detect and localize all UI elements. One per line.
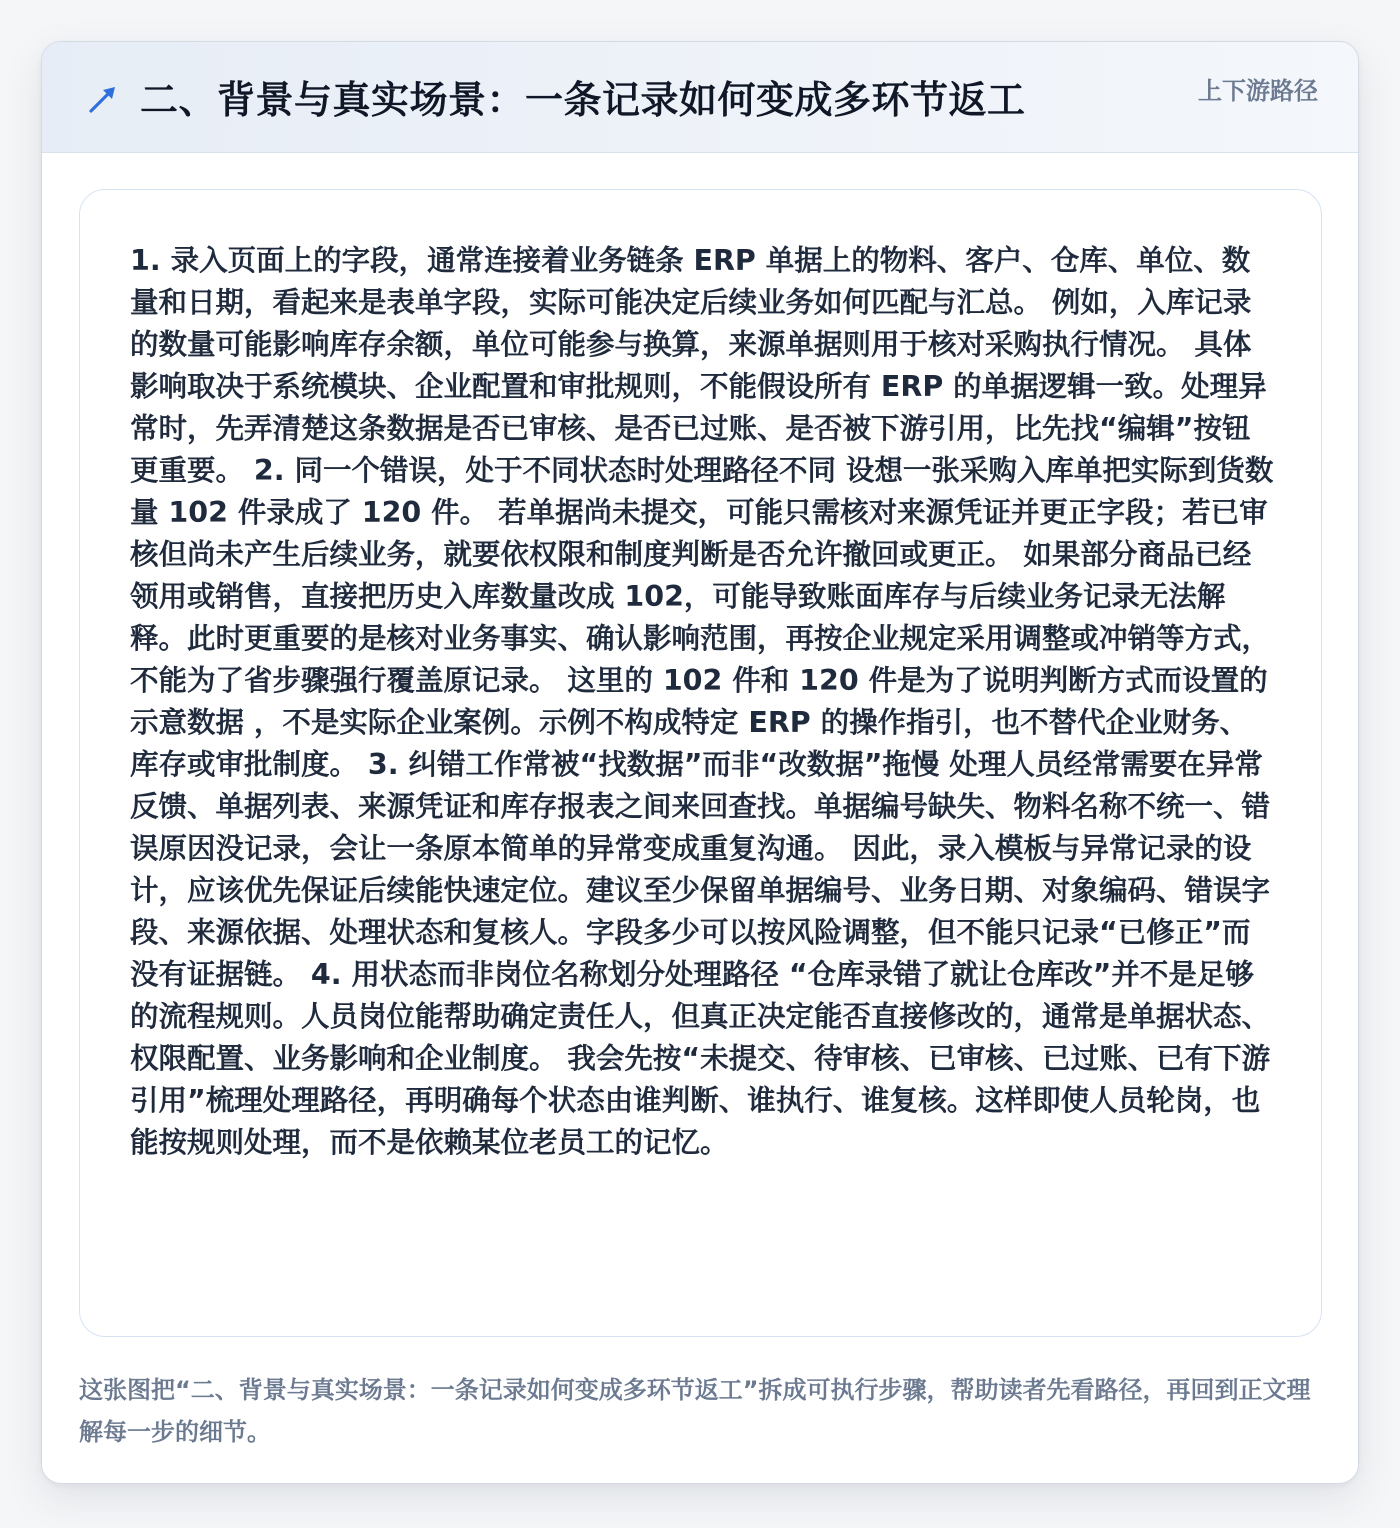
card-header [42, 42, 1358, 153]
section-title: 二、背景与真实场景：一条记录如何变成多环节返工 [140, 78, 1026, 122]
figure-caption: 这张图把“二、背景与真实场景：一条记录如何变成多环节返工”拆成可执行步骤，帮助读者先看路径，再回到正文理解每一步的细节。 [79, 1376, 1311, 1446]
section-tag: 上下游路径 [1198, 77, 1318, 105]
article-card [41, 41, 1359, 1484]
content-panel [79, 189, 1322, 1337]
arrow-up-right-icon [86, 82, 120, 116]
body-text: 1. 录入页面上的字段，通常连接着业务链条 ERP 单据上的物料、客户、仓库、单位、数量和日期，看起来是表单字段，实际可能决定后续业务如何匹配与汇总。 例如，入库记录的数量可能影响库存余额，单位可能参与换算，来源单据则用于核对采购执行情况。 具体影响取决于系统模块、企业配置和审批规则，不能假设所有 ERP 的单据逻辑一致。处理异常时，先弄清楚这条数据是否已审核、是否已过账、是否被下游引用，比先找“编辑”按钮更重要。 2. 同一个错误，处于不同状态时处理路径不同 设想一张采购入库单把实际到货数量 102 件录成了 120 件。 若单据尚未提交，可能只需核对来源凭证并更正字段；若已审核但尚未产生后续业务，就要依权限和制度判断是否允许撤回或更正。 如果部分商品已经领用或销售，直接把历史入库数量改成 102，可能导致账面库存与后续业务记录无法解释。此时更重要的是核对业务事实、确认影响范围，再按企业规定采用调整或冲销等方式，不能为了省步骤强行覆盖原记录。 这里的 102 件和 120 件是为了说明判断方式而设置的 示意数据 ，不是实际企业案例。示例不构成特定 ERP 的操作指引，也不替代企业财务、库存或审批制度。 3. 纠错工作常被“找数据”而非“改数据”拖慢 处理人员经常需要在异常反馈、单据列表、来源凭证和库存报表之间来回查找。单据编号缺失、物料名称不统一、错误原因没记录，会让一条原本简单的异常变成重复沟通。 因此，录入模板与异常记录的设计，应该优先保证后续能快速定位。建议至少保留单据编号、业务日期、对象编码、错误字段、来源依据、处理状态和复核人。字段多少可以按风险调整，但不能只记录“已修正”而没有证据链。 4. 用状态而非岗位名称划分处理路径 “仓库录错了就让仓库改”并不是足够的流程规则。人员岗位能帮助确定责任人，但真正决定能否直接修改的，通常是单据状态、权限配置、业务影响和企业制度。 我会先按“未提交、待审核、已审核、已过账、已有下游引用”梳理处理路径，再明确每个状态由谁判断、谁执行、谁复核。这样即使人员轮岗，也能按规则处理，而不是依赖某位老员工的记忆。 [130, 244, 1274, 1159]
